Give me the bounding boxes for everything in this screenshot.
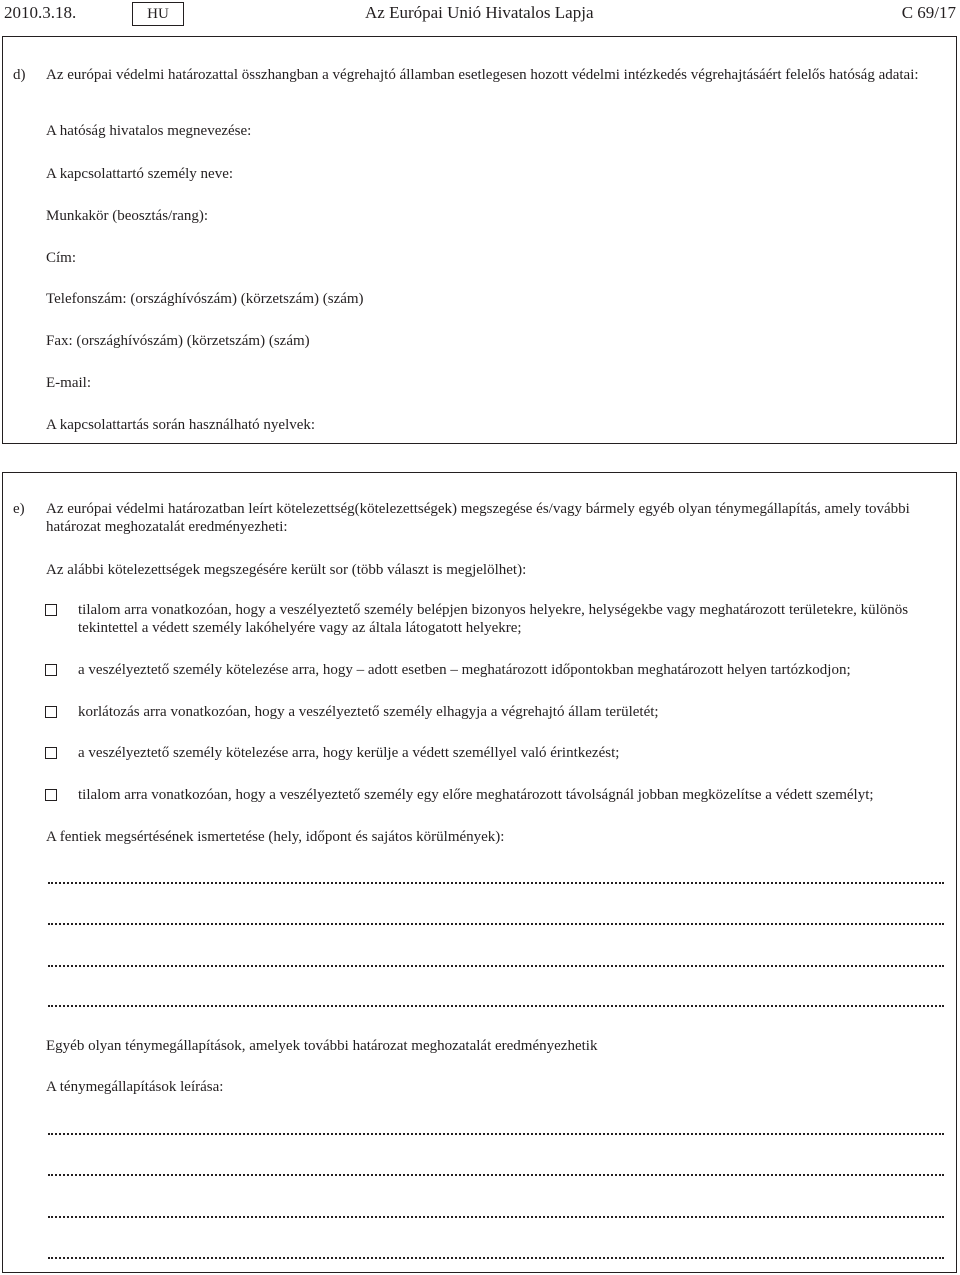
- field-position: Munkakör (beosztás/rang):: [46, 208, 209, 224]
- checkbox-entry-ban[interactable]: [45, 604, 57, 616]
- publication-date: 2010.3.18.: [4, 3, 77, 22]
- field-email: E-mail:: [46, 375, 91, 391]
- violation-description-label: A fentiek megsértésének ismertetése (hely, időpont és sajátos körülmények):: [46, 829, 505, 845]
- field-address: Cím:: [46, 250, 77, 266]
- findings-line-2[interactable]: [48, 1172, 944, 1176]
- field-contact-person: A kapcsolattartó személy neve:: [46, 166, 234, 182]
- checkbox-presence-obligation-label: a veszélyeztető személy kötelezése arra, hogy – adott esetben – meghatározott időpontokban meghatározott helyen tartózkodjon;: [78, 662, 851, 678]
- checkbox-entry-ban-label: tilalom arra vonatkozóan, hogy a veszélyeztető személy belépjen bizonyos helyekre, helységekbe vagy meghatározott területekre, különös tekintettel a védett személy lakóhelyére vagy az általa látogatott helyekre;: [78, 602, 909, 636]
- journal-title: Az Európai Unió Hivatalos Lapja: [365, 3, 594, 22]
- checkbox-contact-avoidance-label: a veszélyeztető személy kötelezése arra, hogy kerülje a védett személlyel való érintkezést;: [78, 745, 620, 761]
- findings-line-1[interactable]: [48, 1131, 944, 1135]
- violation-line-2[interactable]: [48, 921, 944, 925]
- findings-line-3[interactable]: [48, 1214, 944, 1218]
- page-reference: C 69/17: [901, 3, 956, 22]
- section-e-intro: Az európai védelmi határozatban leírt kötelezettség(kötelezettségek) megszegése és/vagy bármely egyéb olyan ténymegállapítás, amely további határozat meghozatalát eredményezheti:: [46, 501, 910, 535]
- checkbox-distance-ban[interactable]: [45, 789, 57, 801]
- section-e-box: [2, 472, 957, 1273]
- section-d-box: [2, 36, 957, 444]
- violation-line-1[interactable]: [48, 880, 944, 884]
- section-d-intro: Az európai védelmi határozattal összhangban a végrehajtó államban esetlegesen hozott védelmi intézkedés végrehajtásáért felelős hatóság adatai:: [46, 67, 919, 83]
- language-code-badge: HU: [132, 2, 184, 26]
- violation-line-4[interactable]: [48, 1003, 944, 1007]
- field-languages: A kapcsolattartás során használható nyelvek:: [46, 417, 316, 433]
- checkbox-contact-avoidance[interactable]: [45, 747, 57, 759]
- other-findings-heading: Egyéb olyan ténymegállapítások, amelyek további határozat meghozatalát eredményezhetik: [46, 1038, 598, 1054]
- findings-description-label: A ténymegállapítások leírása:: [46, 1079, 224, 1095]
- checkbox-leave-restriction[interactable]: [45, 706, 57, 718]
- page-header: [0, 0, 960, 30]
- obligations-intro: Az alábbi kötelezettségek megszegésére került sor (több választ is megjelölhet):: [46, 562, 527, 578]
- field-fax: Fax: (országhívószám) (körzetszám) (szám): [46, 333, 310, 349]
- violation-line-3[interactable]: [48, 963, 944, 967]
- findings-line-4[interactable]: [48, 1255, 944, 1259]
- checkbox-distance-ban-label: tilalom arra vonatkozóan, hogy a veszélyeztető személy egy előre meghatározott távolságnál jobban megközelítse a védett személyt;: [78, 787, 874, 803]
- field-authority-name: A hatóság hivatalos megnevezése:: [46, 123, 252, 139]
- section-d-label: d): [13, 67, 26, 83]
- checkbox-presence-obligation[interactable]: [45, 664, 57, 676]
- field-phone: Telefonszám: (országhívószám) (körzetszám) (szám): [46, 291, 364, 307]
- section-e-label: e): [13, 501, 25, 517]
- checkbox-leave-restriction-label: korlátozás arra vonatkozóan, hogy a veszélyeztető személy elhagyja a végrehajtó állam területét;: [78, 704, 659, 720]
